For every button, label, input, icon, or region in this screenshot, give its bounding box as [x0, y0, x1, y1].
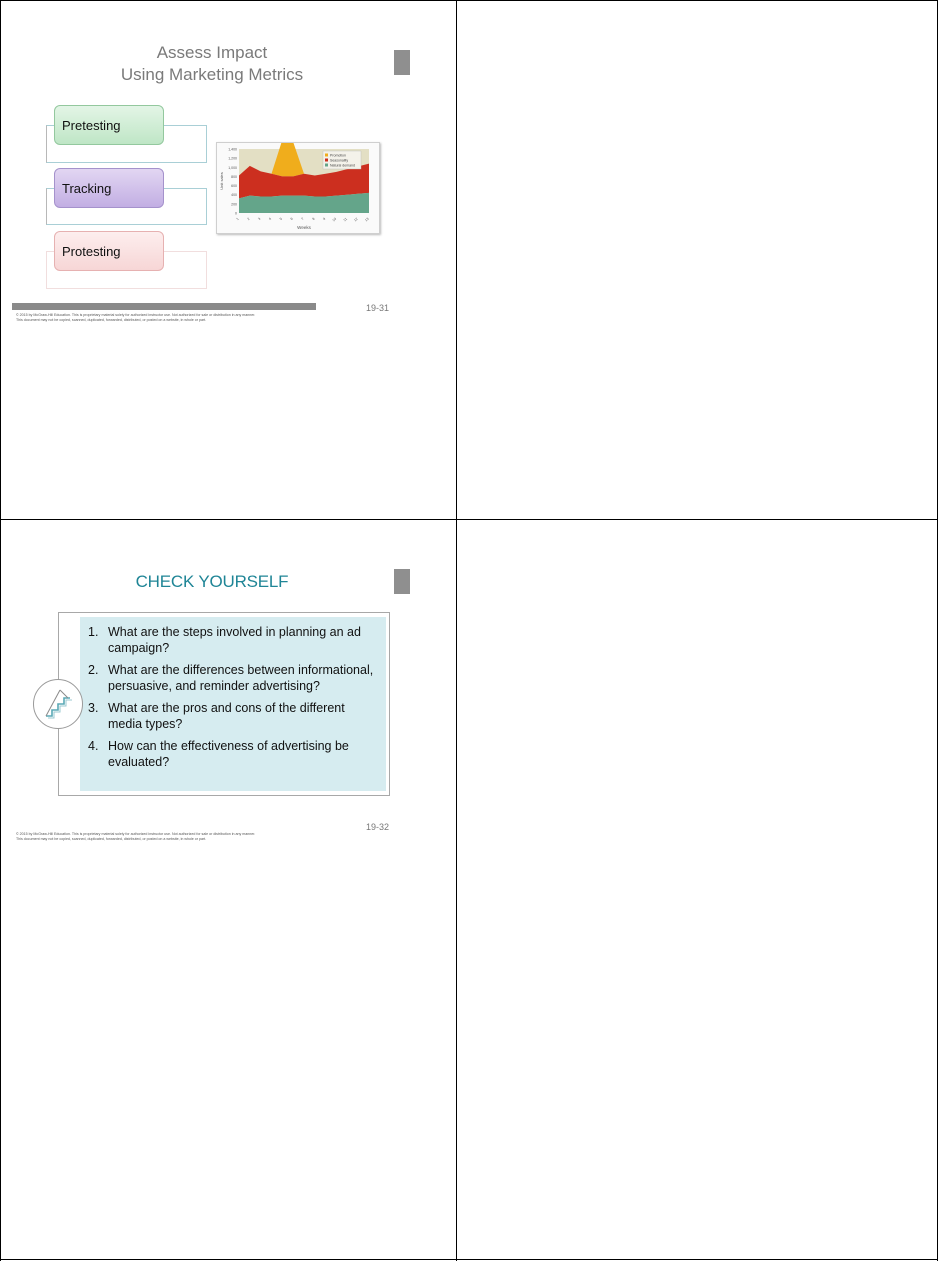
x-tick-label: 11: [342, 216, 349, 223]
notes-area-slide-2: [457, 520, 937, 1259]
slide-number: 19-32: [366, 822, 390, 832]
y-tick-label: 800: [231, 174, 237, 179]
legend-label: Promotion: [330, 153, 346, 158]
slide-title: CHECK YOURSELF: [135, 572, 289, 591]
legend-swatch: [325, 154, 328, 157]
stage-protesting: Protesting: [54, 231, 164, 271]
x-tick-label: 1: [235, 216, 240, 222]
question-item: [86, 662, 380, 694]
y-tick-label: 1,200: [228, 156, 237, 161]
stage-pretesting: Pretesting: [54, 105, 164, 145]
copyright-line-2: This document may not be copied, scanned, duplicated, forwarded, distributed, or posted on a website, in whole or part.: [16, 318, 207, 322]
stage-tracking: Tracking: [54, 168, 164, 208]
staircase-icon: [33, 679, 83, 729]
legend-swatch: [325, 159, 328, 162]
question-text: How can the effectiveness of advertising be evaluated?: [108, 739, 349, 769]
slide-tab-marker: [394, 50, 410, 75]
notes-area-slide-1: [457, 1, 937, 519]
y-tick-label: 1,000: [228, 165, 237, 170]
staircase-icon-glyph: [34, 680, 82, 728]
grid-border-bottom: [0, 1259, 938, 1260]
x-axis-label: Weeks: [297, 225, 311, 230]
question-number: 4.: [88, 739, 99, 753]
x-tick-label: 13: [364, 216, 370, 223]
x-tick-label: 9: [322, 216, 327, 222]
slide-tab-marker: [394, 569, 410, 594]
y-axis-label: Unit sales: [219, 172, 224, 190]
question-number: 1.: [88, 625, 99, 639]
sales-area-chart: [216, 142, 380, 234]
question-text: What are the steps involved in planning an ad campaign?: [108, 625, 361, 655]
slide-number: 19-31: [366, 303, 390, 313]
question-text: What are the pros and cons of the different media types?: [108, 701, 345, 731]
slide-title: [100, 42, 324, 86]
legend-label: Seasonality: [330, 158, 349, 163]
copyright-line-1: © 2015 by McGraw-Hill Education. This is proprietary material solely for authorized instructor use. Not authorized for sale or distribution in any manner.: [16, 313, 256, 317]
legend-swatch: [325, 164, 328, 167]
x-tick-label: 12: [353, 216, 359, 223]
x-tick-label: 7: [300, 216, 305, 222]
y-tick-label: 200: [231, 202, 237, 207]
x-tick-label: 3: [257, 216, 262, 222]
question-item: [86, 700, 380, 732]
x-tick-label: 10: [331, 216, 338, 223]
question-item: [86, 624, 380, 656]
y-tick-label: 400: [231, 193, 237, 198]
x-tick-label: 2: [246, 216, 251, 222]
copyright-footer: [16, 313, 255, 323]
x-tick-label: 8: [311, 216, 316, 222]
y-tick-label: 0: [235, 211, 237, 216]
x-tick-label: 5: [278, 216, 284, 222]
question-list: [86, 624, 380, 776]
question-number: 2.: [88, 663, 99, 677]
copyright-line-2: This document may not be copied, scanned, duplicated, forwarded, distributed, or posted on a website, in whole or part.: [16, 837, 207, 841]
x-tick-label: 4: [267, 216, 273, 222]
question-item: [86, 738, 380, 770]
question-number: 3.: [88, 701, 99, 715]
copyright-footer: [16, 832, 255, 842]
y-tick-label: 600: [231, 184, 237, 189]
y-tick-label: 1,400: [228, 147, 237, 152]
chart-svg: [217, 143, 379, 233]
slide-footer-bar: [12, 303, 316, 310]
question-text: What are the differences between informational, persuasive, and reminder advertising?: [108, 663, 374, 693]
slide-title-line-1: Assess Impact: [156, 43, 268, 62]
x-tick-label: 6: [289, 216, 294, 222]
copyright-line-1: © 2015 by McGraw-Hill Education. This is proprietary material solely for authorized instructor use. Not authorized for sale or distribution in any manner.: [16, 832, 256, 836]
slide-title-line-2: Using Marketing Metrics: [120, 65, 304, 84]
legend-label: Natural demand: [330, 163, 355, 168]
